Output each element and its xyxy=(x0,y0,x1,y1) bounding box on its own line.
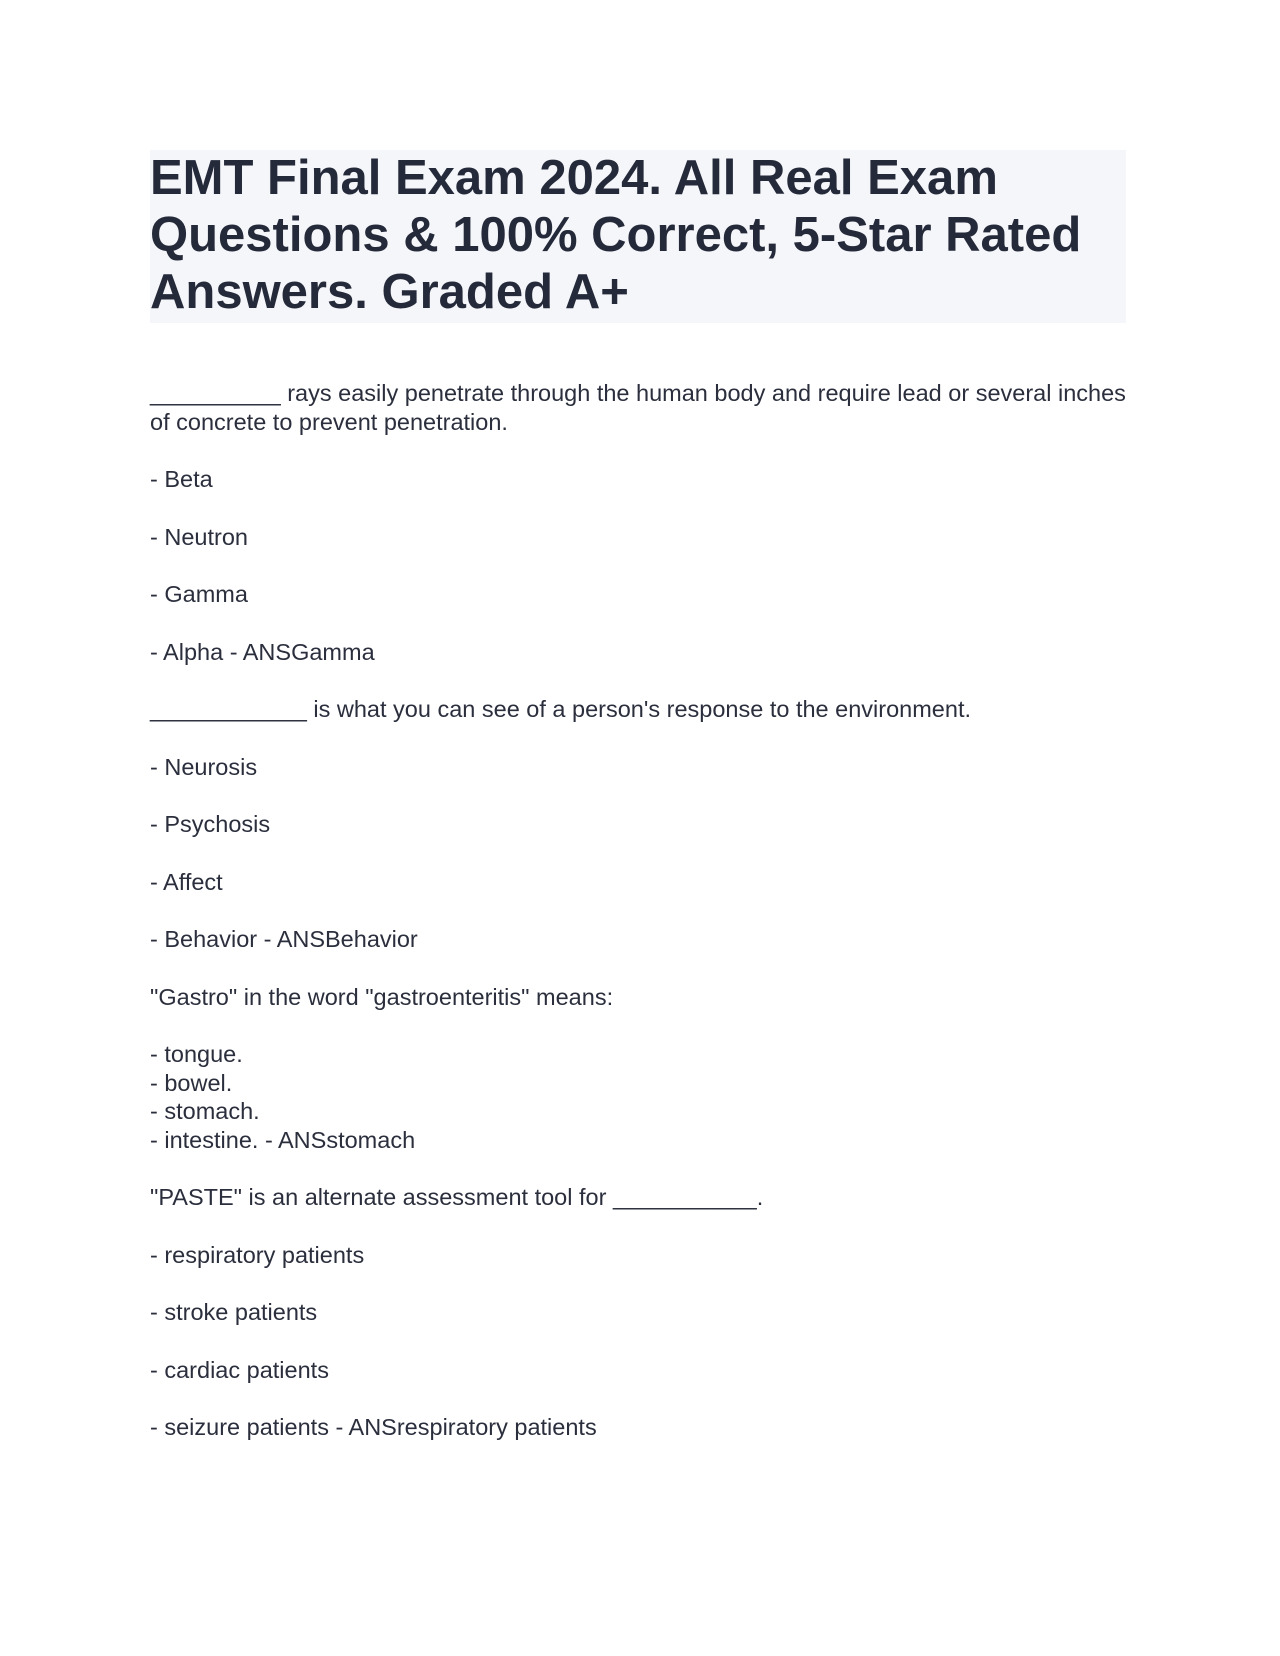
document-page xyxy=(150,150,1133,1471)
answer-option: - tongue. xyxy=(150,1041,243,1067)
answer-option: - stomach. xyxy=(150,1098,260,1124)
answer-option: - bowel. xyxy=(150,1069,233,1096)
answer-option: - respiratory patients xyxy=(150,1241,365,1268)
answer-option-with-answer: - intestine. - ANSstomach xyxy=(150,1126,416,1153)
question-prompt: __________ rays easily penetrate through the human body and require lead or several inches of concrete to prevent penetration. xyxy=(150,380,1133,435)
question-prompt: "PASTE" is an alternate assessment tool for ___________. xyxy=(150,1184,764,1210)
answer-option: - Psychosis xyxy=(150,811,271,837)
answer-option: - cardiac patients xyxy=(150,1356,329,1383)
answer-option: - stroke patients xyxy=(150,1299,318,1325)
answer-option-with-answer: - Behavior - ANSBehavior xyxy=(150,926,418,952)
answer-option-with-answer: - Alpha - ANSGamma xyxy=(150,638,375,665)
answer-option: - Affect xyxy=(150,868,223,895)
answer-option: - Gamma xyxy=(150,581,248,607)
question-list xyxy=(150,379,1133,1442)
answer-option: - Neurosis xyxy=(150,753,258,780)
question-prompt: "Gastro" in the word "gastroenteritis" means: xyxy=(150,983,614,1010)
answer-option-with-answer: - seizure patients - ANSrespiratory patients xyxy=(150,1414,597,1440)
question-prompt: ____________ is what you can see of a person's response to the environment. xyxy=(150,696,972,722)
answer-option: - Neutron xyxy=(150,523,248,550)
answer-option: - Beta xyxy=(150,466,213,492)
document-title: EMT Final Exam 2024. All Real Exam Questions & 100% Correct, 5-Star Rated Answers. Graded A+ xyxy=(150,151,1082,319)
title-block xyxy=(150,150,1126,323)
